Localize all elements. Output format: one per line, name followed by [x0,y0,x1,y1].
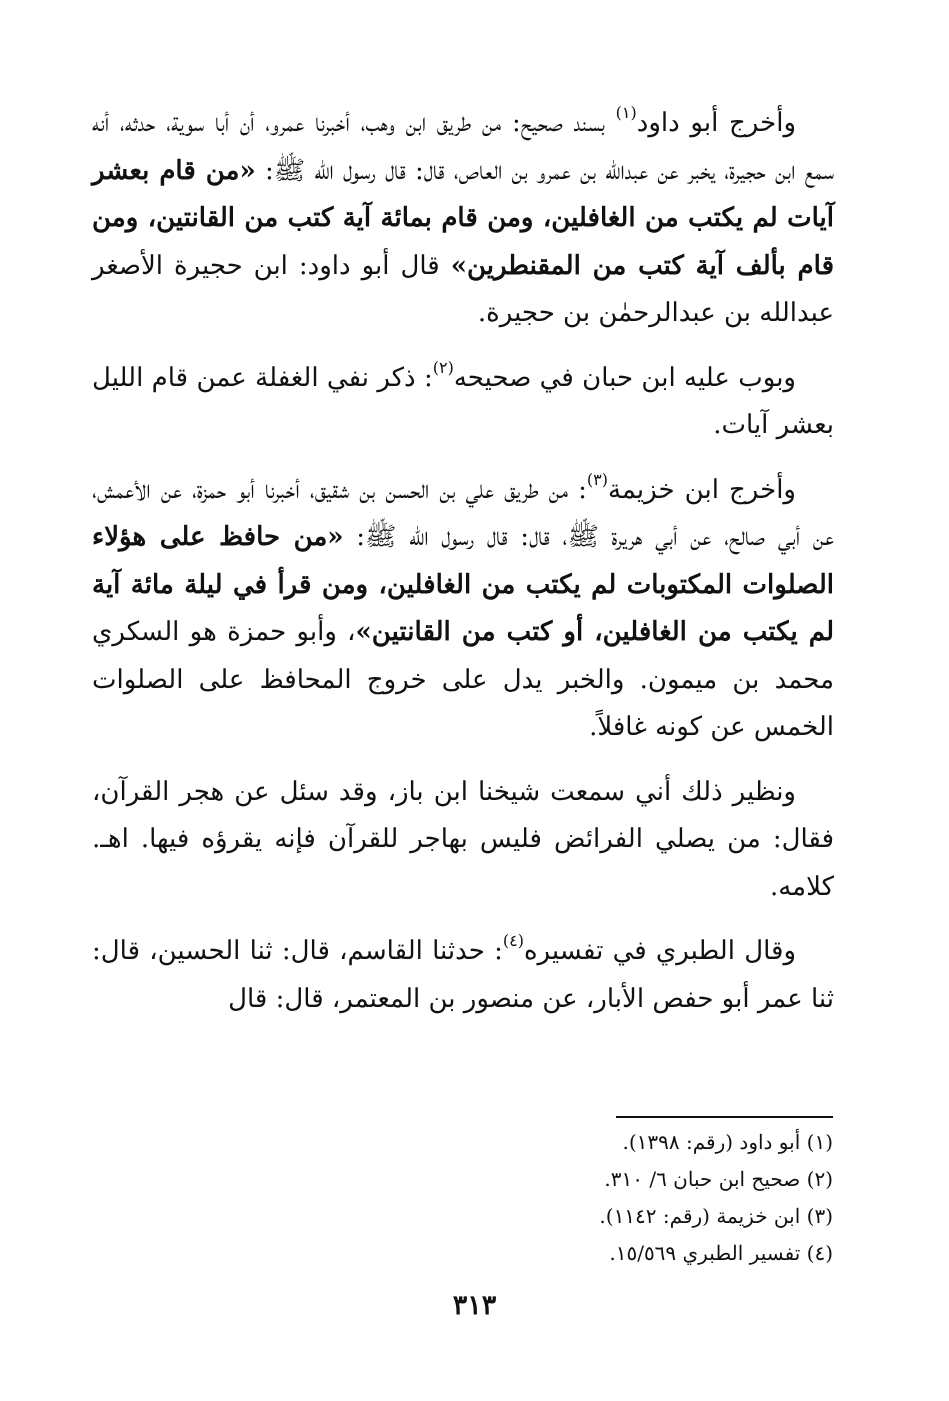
main-text [92,100,834,1040]
paragraph [92,769,834,912]
footnote-marker: (٢) [432,357,454,377]
footnote: (٢) صحيح ابن حبان ٦/ ٣١٠. [604,1167,833,1191]
footnote-marker: (٣) [586,469,608,489]
footnote: (١) أبو داود (رقم: ١٣٩٨). [622,1130,833,1154]
footnote-marker: (١) [615,103,637,123]
text-run: وأخرج أبو داود [636,108,796,138]
paragraph [92,928,834,1023]
text-run: : من طريق علي بن الحسن بن شقيق، أخبرنا أبو حمزة، عن الأعمش، عن أبي صالح، عن أبي هريرة ﷺ، قال: قال رسول الله ﷺ: [92,474,834,552]
text-run: وبوب عليه ابن حبان في صحيحه [453,362,796,393]
text-run: ونظير ذلك أني سمعت شيخنا ابن باز، وقد سئل عن هجر القرآن، فقال: من يصلي الفرائض فليس بهاجر للقرآن فإنه يقرؤه فيها. اهـ. كلامه. [92,776,834,902]
page-number: ٣١٣ [452,1290,497,1321]
text-run: قال أبو داود: ابن حجيرة الأصغر عبدالله بن عبدالرحمٰن بن حجيرة. [92,250,834,328]
text-run: بسند صحيح: من طريق ابن وهب، أخبرنا عمرو، أن أبا سوية، حدثه، أنه سمع ابن حجيرة، يخبر عن عبدالله بن عمرو بن العاص، قال: قال رسول الله ﷺ: [92,108,834,186]
paragraph [92,355,834,450]
hadith-quote: «من قام بعشر آيات لم يكتب من الغافلين، ومن قام بمائة آية كتب من القانتين، ومن قام بألف آية كتب من المقنطرين» [92,155,834,281]
hadith-quote: «من حافظ على هؤلاء الصلوات المكتوبات لم يكتب من الغافلين، ومن قرأ في ليلة مائة آية لم يكتب من الغافلين، أو كتب من القانتين» [92,522,834,647]
paragraph [92,467,834,752]
text-run: ، وأبو حمزة هو السكري محمد بن ميمون. والخبر يدل على خروج المحافظ على الصلوات الخمس عن كونه غافلاً. [92,617,834,742]
text-run: : ذكر نفي الغفلة عمن قام الليل بعشر آيات. [92,362,834,440]
footnote: (٤) تفسير الطبري ١٥/٥٦٩. [609,1241,833,1265]
footnote-separator [616,1116,833,1118]
footnote-marker: (٤) [502,931,524,951]
text-run: وأخرج ابن خزيمة [607,474,796,505]
footnote: (٣) ابن خزيمة (رقم: ١١٤٢). [599,1204,833,1228]
text-run: : حدثنا القاسم، قال: ثنا الحسين، قال: ثنا عمر أبو حفص الأبار، عن منصور بن المعتمر، قال: قال [92,936,834,1014]
paragraph [92,100,834,338]
text-run: وقال الطبري في تفسيره [523,936,796,966]
footnotes [233,1124,833,1272]
